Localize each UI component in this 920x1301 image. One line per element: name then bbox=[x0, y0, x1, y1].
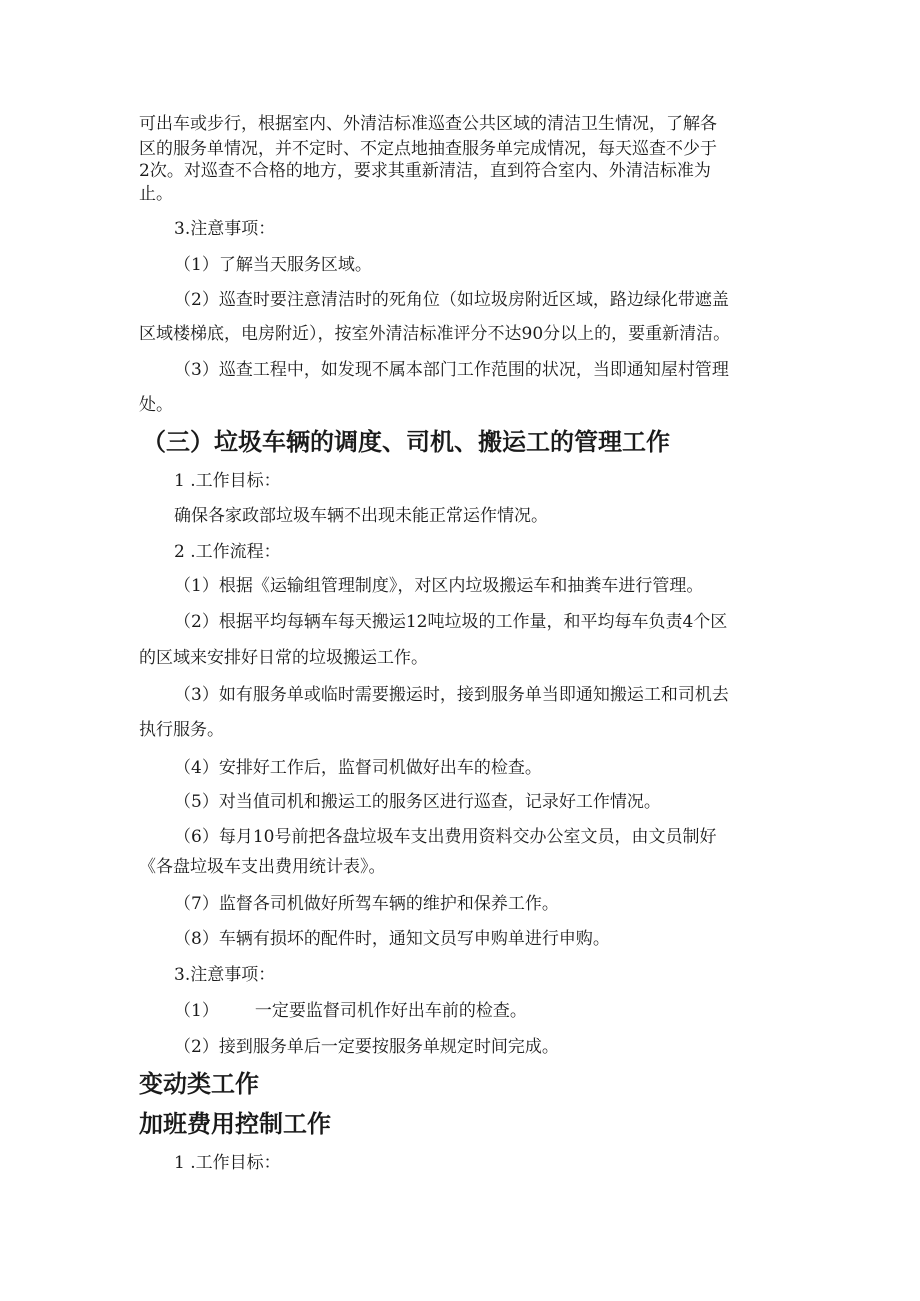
note-3-line-1: （3）巡查工程中，如发现不属本部门工作范围的状况，当即通知屋村管理 bbox=[174, 360, 729, 380]
step-6-line-1: （6）每月10号前把各盘垃圾车支出费用资料交办公室文员，由文员制好 bbox=[174, 827, 717, 847]
goal-title: 1 .工作目标： bbox=[174, 471, 281, 491]
goal-text: 确保各家政部垃圾车辆不出现未能正常运作情况。 bbox=[174, 506, 548, 526]
note2-2: （2）接到服务单后一定要按服务单规定时间完成。 bbox=[174, 1037, 559, 1057]
note-2-line-1: （2）巡查时要注意清洁时的死角位（如垃圾房附近区域，路边绿化带遮盖 bbox=[174, 290, 729, 310]
notes2-title: 3.注意事项： bbox=[174, 965, 276, 985]
notes-title: 3.注意事项： bbox=[174, 219, 276, 239]
step-5: （5）对当值司机和搬运工的服务区进行巡查，记录好工作情况。 bbox=[174, 792, 661, 812]
step-4: （4）安排好工作后，监督司机做好出车的检查。 bbox=[174, 758, 542, 778]
step-2-line-1: （2）根据平均每辆车每天搬运12吨垃圾的工作量，和平均每车负责4个区 bbox=[174, 612, 728, 632]
heading-change-work: 变动类工作 bbox=[139, 1069, 259, 1098]
heading-overtime-control: 加班费用控制工作 bbox=[139, 1109, 331, 1138]
intro-line-2: 区的服务单情况，并不定时、不定点地抽查服务单完成情况，每天巡查不少于 bbox=[139, 139, 717, 159]
goal2-title: 1 .工作目标： bbox=[174, 1153, 281, 1173]
step-7: （7）监督各司机做好所驾车辆的维护和保养工作。 bbox=[174, 894, 559, 914]
intro-line-4: 止。 bbox=[139, 184, 173, 204]
step-8: （8）车辆有损坏的配件时，通知文员写申购单进行申购。 bbox=[174, 929, 610, 949]
step-6-line-2: 《各盘垃圾车支出费用统计表》。 bbox=[139, 857, 386, 877]
intro-line-3: 2次。对巡查不合格的地方，要求其重新清洁，直到符合室内、外清洁标准为 bbox=[139, 161, 711, 181]
step-3-line-1: （3）如有服务单或临时需要搬运时，接到服务单当即通知搬运工和司机去 bbox=[174, 685, 729, 705]
note2-1-text: 一定要监督司机作好出车前的检查。 bbox=[254, 1001, 527, 1021]
section-heading-3: （三）垃圾车辆的调度、司机、搬运工的管理工作 bbox=[142, 427, 670, 456]
note2-1-number: （1） bbox=[174, 1001, 219, 1021]
step-3-line-2: 执行服务。 bbox=[139, 720, 224, 740]
flow-title: 2 .工作流程： bbox=[174, 542, 281, 562]
note-1: （1）了解当天服务区域。 bbox=[174, 255, 372, 275]
note-3-line-2: 处。 bbox=[139, 395, 173, 415]
note2-1 bbox=[174, 1003, 527, 1020]
step-1: （1）根据《运输组管理制度》，对区内垃圾搬运车和抽粪车进行管理。 bbox=[174, 576, 704, 596]
intro-line-1: 可出车或步行，根据室内、外清洁标准巡查公共区域的清洁卫生情况，了解各 bbox=[139, 114, 717, 134]
note-2-line-2: 区域楼梯底，电房附近），按室外清洁标准评分不达90分以上的，要重新清洁。 bbox=[139, 324, 731, 344]
step-2-line-2: 的区域来安排好日常的垃圾搬运工作。 bbox=[139, 648, 428, 668]
